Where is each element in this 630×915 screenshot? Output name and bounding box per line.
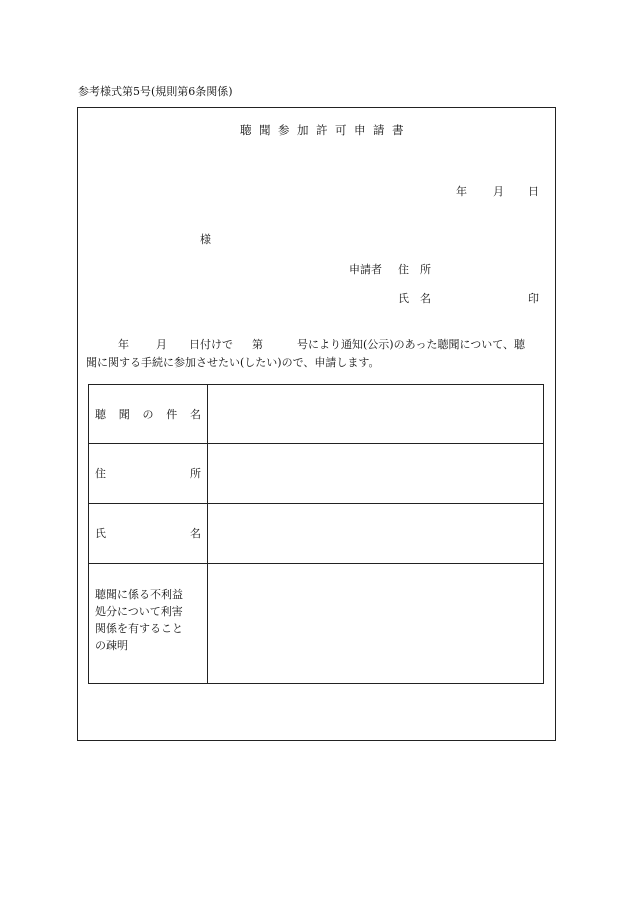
interest-label xyxy=(89,564,208,684)
label-line: 関係を有すること xyxy=(95,622,183,635)
label-char: 聞 xyxy=(118,407,130,421)
label-char: 名 xyxy=(190,407,201,421)
applicant-label: 申請者 xyxy=(349,263,382,276)
applicant-address-label: 住 所 xyxy=(398,263,431,276)
form-note: 参考様式第5号(規則第6条関係) xyxy=(78,85,233,98)
title-char: 参 xyxy=(278,123,290,137)
date-year-label: 年 xyxy=(456,185,467,198)
label-line: 聴聞に係る不利益 xyxy=(95,588,183,601)
applicant-name-label: 氏 名 xyxy=(398,292,431,305)
table-row-interest xyxy=(89,564,544,684)
document-title xyxy=(240,125,411,137)
body-year: 年 xyxy=(118,338,129,351)
label-line: 処分について利害 xyxy=(95,605,183,618)
title-char: 聞 xyxy=(259,123,271,137)
address-value[interactable] xyxy=(208,444,544,504)
title-char: 書 xyxy=(392,123,404,137)
body-number-prefix: 第 xyxy=(252,338,263,351)
address-label xyxy=(89,444,208,504)
label-char: 聴 xyxy=(95,407,106,421)
addressee-suffix: 様 xyxy=(200,233,211,246)
case-name-label xyxy=(89,385,208,444)
table-row-case-name xyxy=(89,385,544,444)
detail-table xyxy=(88,384,544,684)
label-char: 所 xyxy=(190,467,201,480)
name-label xyxy=(89,504,208,564)
name-value[interactable] xyxy=(208,504,544,564)
table-row-address xyxy=(89,444,544,504)
label-char: 住 xyxy=(95,467,106,480)
label-char: 名 xyxy=(190,527,201,540)
body-month: 月 xyxy=(156,338,167,351)
date-month-label: 月 xyxy=(493,185,504,198)
title-char: 加 xyxy=(297,123,309,137)
label-line: の疎明 xyxy=(95,639,128,652)
body-number-text: 号により通知(公示)のあった聴聞について、聴 xyxy=(297,338,526,351)
label-char: の xyxy=(142,407,154,421)
title-char: 請 xyxy=(373,123,385,137)
body-line-2: 聞に関する手続に参加させたい(したい)ので、申請します。 xyxy=(86,356,380,369)
title-char: 申 xyxy=(354,123,366,137)
table-row-name xyxy=(89,504,544,564)
title-char: 聴 xyxy=(240,123,252,137)
body-dated: 日付けで xyxy=(189,338,233,351)
seal-mark: 印 xyxy=(528,292,539,305)
title-char: 可 xyxy=(335,123,347,137)
date-day-label: 日 xyxy=(528,185,539,198)
title-char: 許 xyxy=(316,123,328,137)
label-char: 氏 xyxy=(95,527,106,540)
interest-value[interactable] xyxy=(208,564,544,684)
case-name-value[interactable] xyxy=(208,385,544,444)
label-char: 件 xyxy=(166,407,178,421)
